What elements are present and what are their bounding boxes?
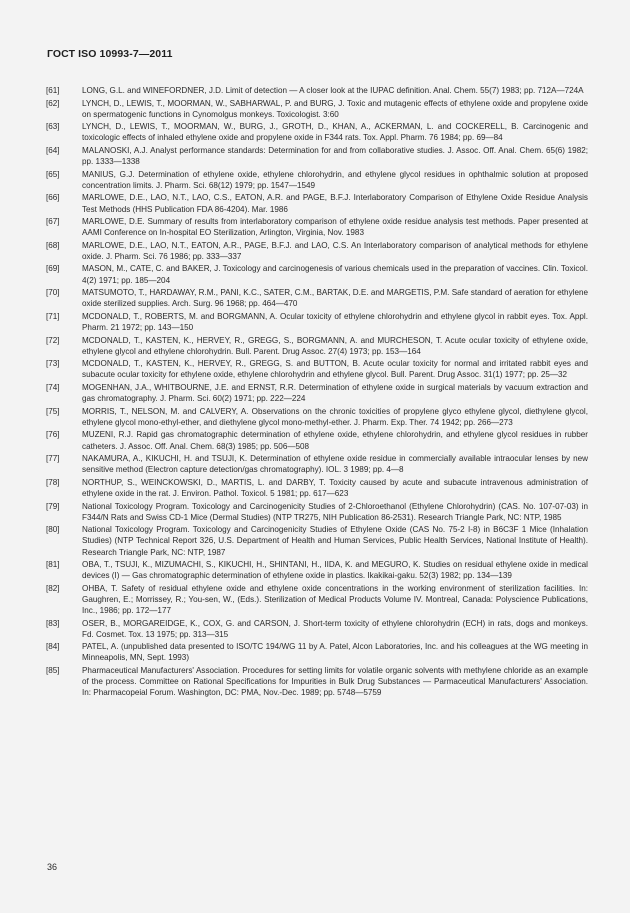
reference-text: OBA, T., TSUJI, K., MIZUMACHI, S., KIKUCHI, H., SHINTANI, H., IIDA, K. and MEGURO, K. Studies on residual ethylene oxide in medical devices (I) — Gas chromatographic determination of ethylene oxide in plastics. Ikakikai-gaku. 52(3) 1982; pp. 134—139: [82, 560, 588, 581]
reference-number: [78]: [46, 477, 60, 487]
reference-number: [75]: [46, 406, 60, 416]
reference-item: [46, 216, 588, 238]
reference-text: National Toxicology Program. Toxicology and Carcinogenicity Studies of 2-Chloroethanol (Ethylene Chlorohydrin) (CAS. No. 107-07-03) in F344/N Rats and Swiss CD-1 Mice (Dermal Studies) (NTP TR275, NIH Publication 86-2531). Research Triangle Park, NC: NTP, 1985: [82, 501, 588, 522]
reference-item: [46, 98, 588, 120]
reference-text: MOGENHAN, J.A., WHITBOURNE, J.E. and ERNST, R.R. Determination of ethylene oxide in surgical materials by vacuum extraction and gas chromatography. J. Pharm. Sci. 60(2) 1971; pp. 222—224: [82, 382, 588, 404]
reference-number: [76]: [46, 430, 60, 440]
reference-number: [81]: [46, 560, 60, 570]
reference-number: [72]: [46, 335, 60, 345]
reference-text: MARLOWE, D.E., LAO, N.T., EATON, A.R., PAGE, B.F.J. and LAO, C.S. An Interlaboratory comparison of analytical methods for ethylene oxide. J. Pharm. Sci. 76 1986; pp. 333—337: [82, 240, 588, 261]
reference-number: [65]: [46, 169, 60, 179]
reference-number: [83]: [46, 618, 60, 628]
reference-item: [46, 169, 588, 191]
reference-item: [46, 453, 588, 475]
page-header-standard: ГОСТ ISO 10993-7—2011: [47, 48, 173, 60]
reference-number: [67]: [46, 217, 60, 227]
reference-number: [82]: [46, 583, 60, 593]
reference-item: [46, 263, 588, 285]
reference-item: [46, 501, 588, 523]
reference-number: [79]: [46, 501, 60, 511]
reference-number: [80]: [46, 525, 60, 535]
page-number: 36: [47, 862, 58, 872]
reference-item: [46, 382, 588, 404]
reference-number: [62]: [46, 98, 60, 108]
reference-text: OSER, B., MORGAREIDGE, K., COX, G. and CARSON, J. Short-term toxicity of ethylene chlorohydrin (ECH) in rats, dogs and monkeys. Fd. Cosmet. Tox. 13 1975; pp. 313—315: [82, 618, 588, 639]
reference-text: MCDONALD, T., KASTEN, K., HERVEY, R., GREGG, S. and BUTTON, B. Acute ocular toxicity for normal and irritated rabbit eyes and subacute ocular toxicity for ethylene oxide, ethylene chlorohydrin and ethylene glycol. Bull. Parent. Drug Assoc. 31(1) 1977; pp. 25—32: [82, 359, 588, 380]
reference-number: [74]: [46, 382, 60, 392]
reference-text: MATSUMOTO, T., HARDAWAY, R.M., PANI, K.C., SATER, C.M., BARTAK, D.E. and MARGETIS, P.M. Safe standard of aeration for ethylene oxide sterilized supplies. Arch. Surg. 96 1968; pp. 464—470: [82, 288, 588, 309]
reference-text: OHBA, T. Safety of residual ethylene oxide and ethylene oxide concentrations in the working environment of sterilization facilities. In: Gaughren, E.; Morrissey, R.; You-sen, W., (Eds.). Sterilization of Medical Products Volume IV. Montreal, Canada: Polyscience Publications, Inc., 1986; pp. 172—177: [82, 583, 588, 616]
reference-text: MARLOWE, D.E. Summary of results from interlaboratory comparison of ethylene oxide residue analysis test methods. Paper presented at AAMI Conference on In-hospital EO Sterilization, Arlington, Virginia, Nov. 1983: [82, 217, 588, 238]
reference-item: [46, 618, 588, 640]
reference-item: [46, 665, 588, 698]
reference-item: [46, 429, 588, 451]
reference-text: National Toxicology Program. Toxicology and Carcinogenicity Studies of Ethylene Oxide (CAS No. 75-2 I-8) in B6C3F 1 Mice (Inhalation Studies) (NTP Technical Report 326, U.S. Department of Health and Human Services, Public Health Services, National Institute of Health). Research Triangle Park, NC: NTP, 1987: [82, 525, 588, 557]
reference-number: [70]: [46, 288, 60, 298]
reference-text: MANIUS, G.J. Determination of ethylene oxide, ethylene chlorohydrin, and ethylene glycol residues in ophthalmic solution at proposed concentration limits. J. Pharm. Sci. 68(12) 1979; pp. 1547—1549: [82, 169, 588, 190]
reference-number: [61]: [46, 86, 60, 95]
reference-text: MCDONALD, T., KASTEN, K., HERVEY, R., GREGG, S., BORGMANN, A. and MURCHESON, T. Acute ocular toxicity of ethylene oxide, ethylene glycol and ethylene chlorohydrin. Bull. Parent. Drug Assoc. 27(4) 1973; pp. 153—164: [82, 335, 588, 356]
reference-list: [46, 85, 588, 700]
reference-text: LONG, G.L. and WINEFORDNER, J.D. Limit of detection — A closer look at the IUPAC definition. Anal. Chem. 55(7) 1983; pp. 712A—724A: [82, 86, 584, 95]
reference-text: LYNCH, D., LEWIS, T., MOORMAN, W., SABHARWAL, P. and BURG, J. Toxic and mutagenic effects of ethylene oxide and propylene oxide on spermatogenic functions in Cynomolgus monkeys. Toxicologist. 3:60: [82, 98, 588, 119]
reference-text: MALANOSKI, A.J. Analyst performance standards: Determination for and from collaborative studies. J. Assoc. Off. Anal. Chem. 65(6) 1982; pp. 1333—1338: [82, 145, 588, 167]
reference-text: PATEL, A. (unpublished data presented to ISO/TC 194/WG 11 by A. Patel, Alcon Laboratories, Inc. and his colleagues at the WG meeting in Minneapolis, MN, Sept. 1993): [82, 642, 588, 663]
reference-item: [46, 121, 588, 143]
reference-text: NAKAMURA, A., KIKUCHI, H. and TSUJI, K. Determination of ethylene oxide residue in commercially available intraocular lenses by new sensitive method (Electron capture detection/gas chromatography). IOL. 3 1989; pp. 4—8: [82, 454, 588, 475]
reference-item: [46, 192, 588, 214]
reference-item: [46, 524, 588, 557]
reference-text: MUZENI, R.J. Rapid gas chromatographic determination of ethylene oxide, ethylene chlorohydrin, and ethylene glycol residues in rubber catheters. J. Assoc. Off. Anal. Chem. 68(3) 1985; pp. 506—508: [82, 430, 588, 451]
reference-text: MCDONALD, T., ROBERTS, M. and BORGMANN, A. Ocular toxicity of ethylene chlorohydrin and ethylene glycol in rabbit eyes. Tox. Appl. Pharm. 21 1972; pp. 143—150: [82, 311, 588, 333]
reference-number: [69]: [46, 264, 60, 274]
reference-item: [46, 559, 588, 581]
reference-text: MORRIS, T., NELSON, M. and CALVERY, A. Observations on the chronic toxicities of propylene glyco ethylene glycol, diethylene glycol, ethylene glycol mono-ethyl-ether, and diethylene glycol mono-methyl-ether. J. Pharm. Exp. Ther. 74 1942; pp. 266—273: [82, 406, 588, 427]
reference-item: [46, 477, 588, 499]
reference-number: [73]: [46, 359, 60, 369]
reference-item: [46, 583, 588, 616]
reference-item: [46, 335, 588, 357]
reference-text: MASON, M., CATE, C. and BAKER, J. Toxicology and carcinogenesis of various chemicals used in the preparation of vaccines. Clin. Toxicol. 4(2) 1971; pp. 185—204: [82, 264, 588, 285]
reference-item: [46, 406, 588, 428]
reference-item: [46, 311, 588, 333]
reference-text: LYNCH, D., LEWIS, T., MOORMAN, W., BURG, J., GROTH, D., KHAN, A., ACKERMAN, L. and COCKERELL, B. Carcinogenic and toxicologic effects of inhaled ethylene oxide and propylene oxide in F344 rats. Tox. Appl. Pharm. 76 1984; pp. 69—84: [82, 122, 588, 143]
reference-item: [46, 641, 588, 663]
reference-number: [77]: [46, 454, 60, 464]
reference-number: [63]: [46, 122, 60, 132]
reference-number: [85]: [46, 666, 60, 676]
reference-number: [66]: [46, 193, 60, 203]
reference-item: [46, 85, 588, 96]
reference-text: MARLOWE, D.E., LAO, N.T., LAO, C.S., EATON, A.R. and PAGE, B.F.J. Interlaboratory Comparison of Ethylene Oxide Residue Analysis Test Methods (HHS Publication FDA 86-4204). Mar. 1986: [82, 193, 588, 214]
reference-number: [84]: [46, 642, 60, 652]
reference-text: NORTHUP, S., WEINCKOWSKI, D., MARTIS, L. and DARBY, T. Toxicity caused by acute and subacute intravenous administration of ethylene oxide in the rat. J. Environ. Pathol. Toxicol. 5 1981; pp. 617—623: [82, 477, 588, 498]
reference-text: Pharmaceutical Manufacturers' Association. Procedures for setting limits for volatile organic solvents with methylene chloride as an example of the process. Committee on Rational Specifications for Impurities in Bulk Drug Substances — Parmaceutical Manufacturers' Association. In: Pharmacopeial Forum. Washington, DC: PMA, Nov.-Dec. 1989; pp. 5748—5759: [82, 666, 588, 698]
reference-item: [46, 145, 588, 167]
reference-number: [71]: [46, 311, 60, 321]
reference-item: [46, 240, 588, 262]
reference-item: [46, 358, 588, 380]
reference-number: [64]: [46, 145, 60, 155]
reference-item: [46, 287, 588, 309]
reference-number: [68]: [46, 240, 60, 250]
